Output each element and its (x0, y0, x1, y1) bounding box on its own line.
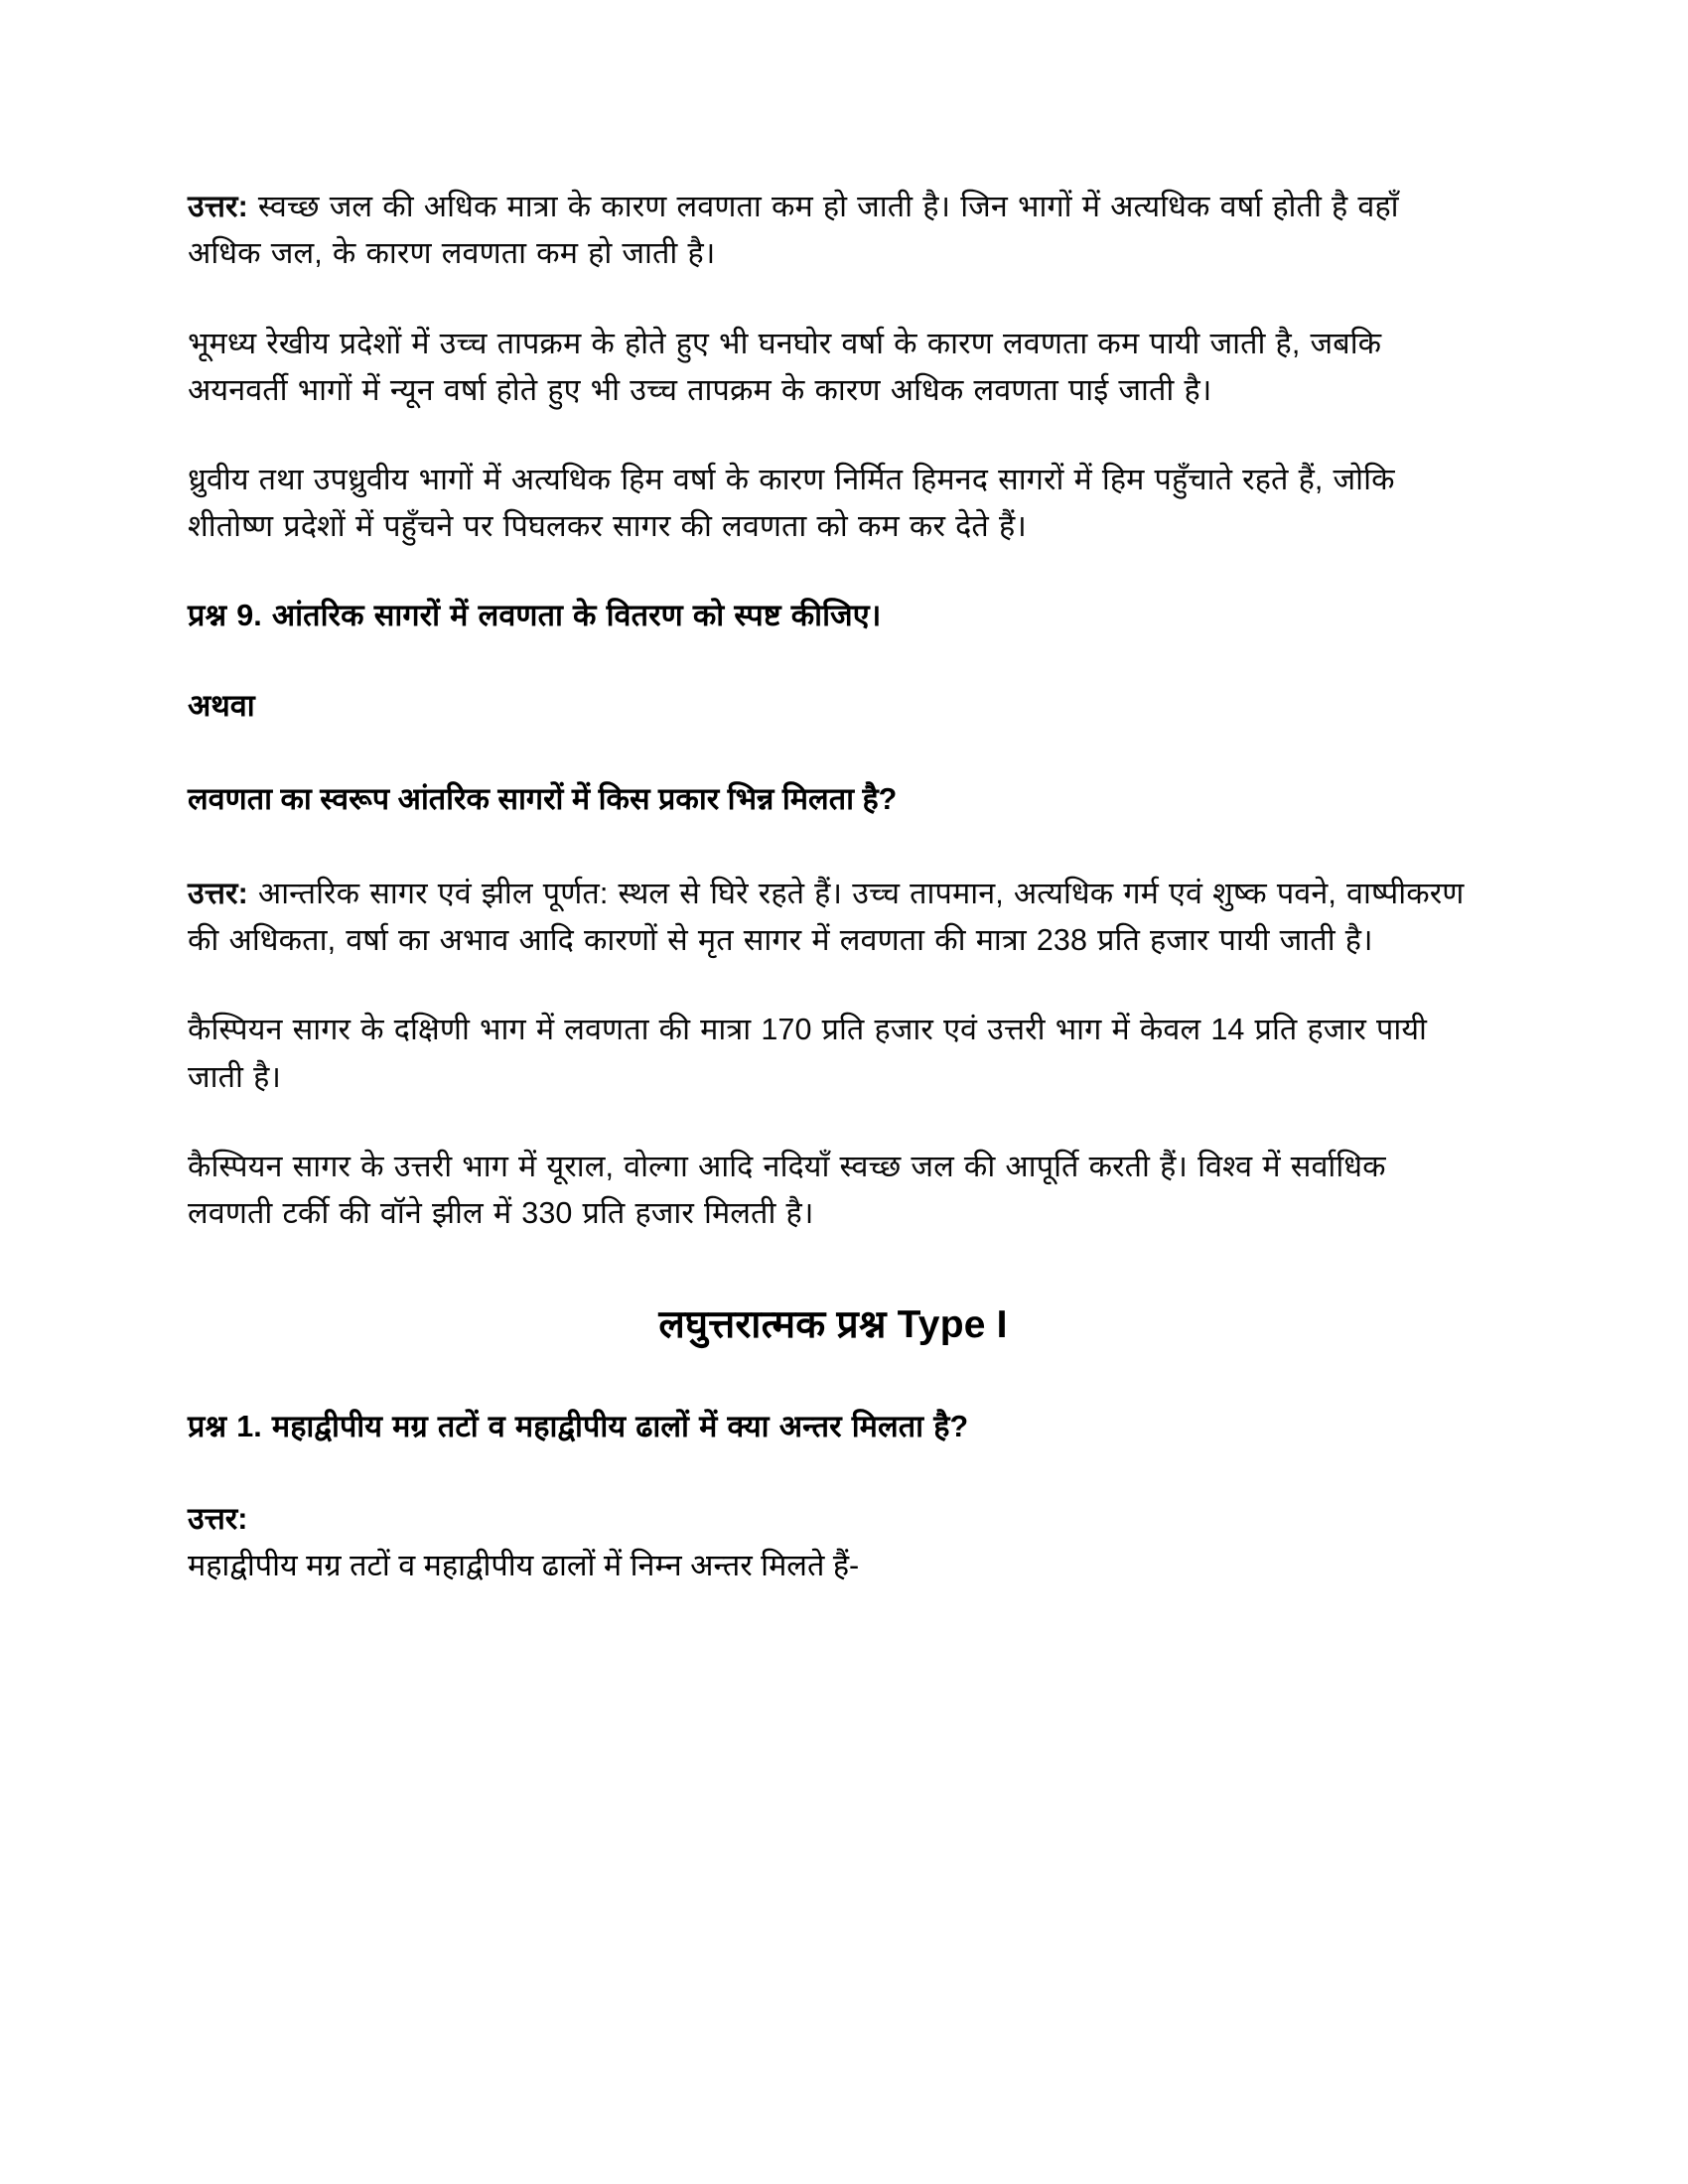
answer-label: उत्तर: (188, 876, 248, 910)
document-content (188, 184, 1478, 1589)
question-9-alternative-heading: लवणता का स्वरूप आंतरिक सागरों में किस प्रकार भिन्न मिलता है? (188, 782, 898, 817)
question-9-answer-paragraph-1 (188, 871, 1478, 965)
answer-label: उत्तर: (188, 1501, 248, 1536)
question-9-answer-text-1: आन्तरिक सागर एवं झील पूर्णत: स्थल से घिरे रहते हैं। उच्च तापमान, अत्यधिक गर्म एवं शुष्क पवने, वाष्पीकरण की अधिकता, वर्षा का अभाव आदि कारणों से मृत सागर में लवणता की मात्रा 238 प्रति हजार पायी जाती है। (188, 876, 1465, 958)
question-1-heading: प्रश्न 1. महाद्वीपीय मग्र तटों व महाद्वीपीय ढालों में क्या अन्तर मिलता है? (188, 1410, 969, 1444)
question-9-alternative-label: अथवा (188, 689, 255, 724)
answer-8-text-1: स्वच्छ जल की अधिक मात्रा के कारण लवणता कम हो जाती है। जिन भागों में अत्यधिक वर्षा होती है वहाँ अधिक जल, के कारण लवणता कम हो जाती है। (188, 190, 1399, 271)
answer-8-paragraph-2: भूमध्य रेखीय प्रदेशों में उच्च तापक्रम के होते हुए भी घनघोर वर्षा के कारण लवणता कम पायी जाती है, जबकि अयनवर्ती भागों में न्यून वर्षा होते हुए भी उच्च तापक्रम के कारण अधिक लवणता पाई जाती है। (188, 326, 1382, 407)
answer-8-paragraph-1 (188, 184, 1478, 278)
question-9-answer-paragraph-3: कैस्पियन सागर के उत्तरी भाग में यूराल, वोल्गा आदि नदियाँ स्वच्छ जल की आपूर्ति करती हैं। विश्व में सर्वाधिक लवणती टर्की की वॉने झील में 330 प्रति हजार मिलती है। (188, 1149, 1386, 1231)
answer-label: उत्तर: (188, 190, 248, 223)
section-heading-short-answer-type-1: लघुत्तरात्मक प्रश्न Type I (658, 1303, 1008, 1347)
question-9-answer-paragraph-2: कैस्पियन सागर के दक्षिणी भाग में लवणता की मात्रा 170 प्रति हजार एवं उत्तरी भाग में केवल 14 प्रति हजार पायी जाती है। (188, 1013, 1428, 1094)
answer-8-paragraph-3: ध्रुवीय तथा उपध्रुवीय भागों में अत्यधिक हिम वर्षा के कारण निर्मित हिमनद सागरों में हिम पहुँचाते रहते हैं, जोकि शीतोष्ण प्रदेशों में पहुँचने पर पिघलकर सागर की लवणता को कम कर देते हैं। (188, 463, 1395, 544)
question-1-answer-block (188, 1496, 1478, 1590)
question-9-heading: प्रश्न 9. आंतरिक सागरों में लवणता के वितरण को स्पष्ट कीजिए। (188, 598, 882, 632)
question-1-answer-text: महाद्वीपीय मग्र तटों व महाद्वीपीय ढालों में निम्न अन्तर मिलते हैं- (188, 1549, 860, 1583)
